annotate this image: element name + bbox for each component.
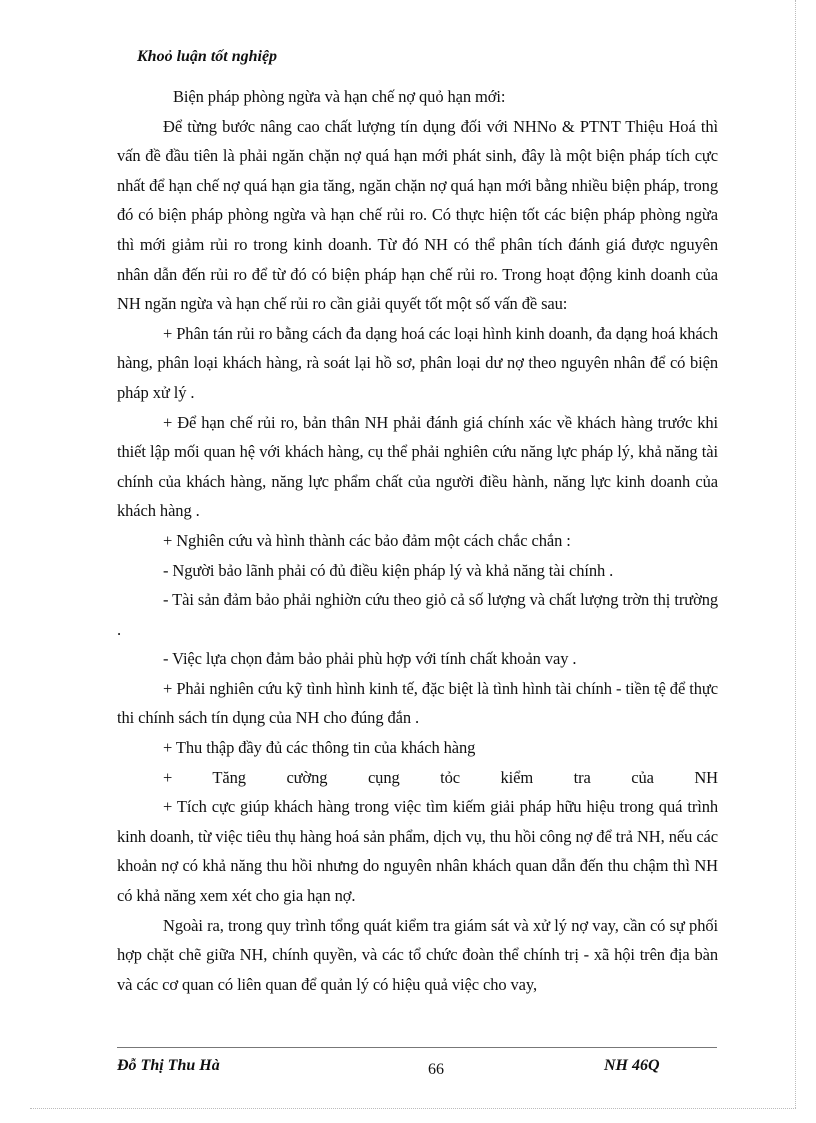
document-body: [117, 82, 718, 999]
paragraph: + Phân tán rủi ro bằng cách đa dạng hoá các loại hình kinh doanh, đa dạng hoá khách hàng, phân loại khách hàng, rà soát lại hồ sơ, phân loại dư nợ theo nguyên nhân để có biện pháp xử lý .: [117, 323, 718, 402]
footer-class-code: NH 46Q: [604, 1057, 660, 1074]
section-heading: Biện pháp phòng ngừa và hạn chế nợ quỏ hạn mới:: [173, 87, 506, 106]
paragraph: Ngoài ra, trong quy trình tổng quát kiểm tra giám sát và xử lý nợ vay, cần có sự phối hợp chặt chẽ giữa NH, chính quyền, và các tổ chức đoàn thể chính trị - xã hội trên địa bàn và các cơ quan có liên quan để quản lý có hiệu quả việc cho vay,: [117, 915, 718, 994]
paragraph: + Thu thập đầy đủ các thông tin của khách hàng: [163, 738, 476, 758]
document-header-title: Khoỏ luận tốt nghiệp: [137, 48, 278, 65]
paragraph: + Phải nghiên cứu kỹ tình hình kinh tế, đặc biệt là tình hình tài chính - tiền tệ để thực thi chính sách tín dụng của NH cho đúng đắn .: [117, 678, 718, 728]
paragraph: - Việc lựa chọn đảm bảo phải phù hợp với tính chất khoản vay .: [163, 649, 577, 669]
paragraph: + Tăng cường cụng tỏc kiểm tra của NH: [163, 767, 718, 787]
page-number: 66: [428, 1061, 444, 1078]
paragraph: + Tích cực giúp khách hàng trong việc tìm kiếm giải pháp hữu hiệu trong quá trình kinh doanh, từ việc tiêu thụ hàng hoá sản phẩm, dịch vụ, thu hồi công nợ để trả NH, nếu các khoản nợ có khả năng thu hồi nhưng do nguyên nhân khách quan dẫn đến thu chậm thì NH có khả năng xem xét cho gia hạn nợ.: [117, 797, 718, 906]
paragraph: + Nghiên cứu và hình thành các bảo đảm một cách chắc chắn :: [163, 530, 571, 550]
footer-author: Đỗ Thị Thu Hà: [117, 1057, 220, 1074]
paragraph: - Người bảo lãnh phải có đủ điều kiện pháp lý và khả năng tài chính .: [163, 560, 614, 580]
footer-divider: [117, 1047, 717, 1048]
paragraph: - Tài sản đảm bảo phải nghiờn cứu theo giỏ cả số lượng và chất lượng trờn thị trường .: [117, 590, 718, 639]
paragraph: + Để hạn chế rủi ro, bản thân NH phải đánh giá chính xác về khách hàng trước khi thiết lập mối quan hệ với khách hàng, cụ thể phải nghiên cứu năng lực pháp lý, khả năng tài chính của khách hàng, năng lực phẩm chất của người điều hành, năng lực kinh doanh của khách hàng .: [117, 412, 718, 521]
paragraph: Để từng bước nâng cao chất lượng tín dụng đối với NHNo & PTNT Thiệu Hoá thì vấn đề đầu tiên là phải ngăn chặn nợ quá hạn mới phát sinh, đây là một biện pháp tích cực nhất để hạn chế nợ quá hạn gia tăng, ngăn chặn nợ quá hạn mới bằng nhiều biện pháp, trong đó có biện pháp phòng ngừa và hạn chế rủi ro. Có thực hiện tốt các biện pháp phòng ngừa thì mới giảm rủi ro trong kinh doanh. Từ đó NH có thể phân tích đánh giá được nguyên nhân dẫn đến rủi ro để từ đó có biện pháp hạn chế rủi ro. Trong hoạt động kinh doanh của NH ngăn ngừa và hạn chế rủi ro cần giải quyết tốt một số vấn đề sau:: [117, 116, 718, 314]
page-edge-bottom: [30, 1108, 796, 1109]
page-edge-right: [795, 0, 797, 1108]
